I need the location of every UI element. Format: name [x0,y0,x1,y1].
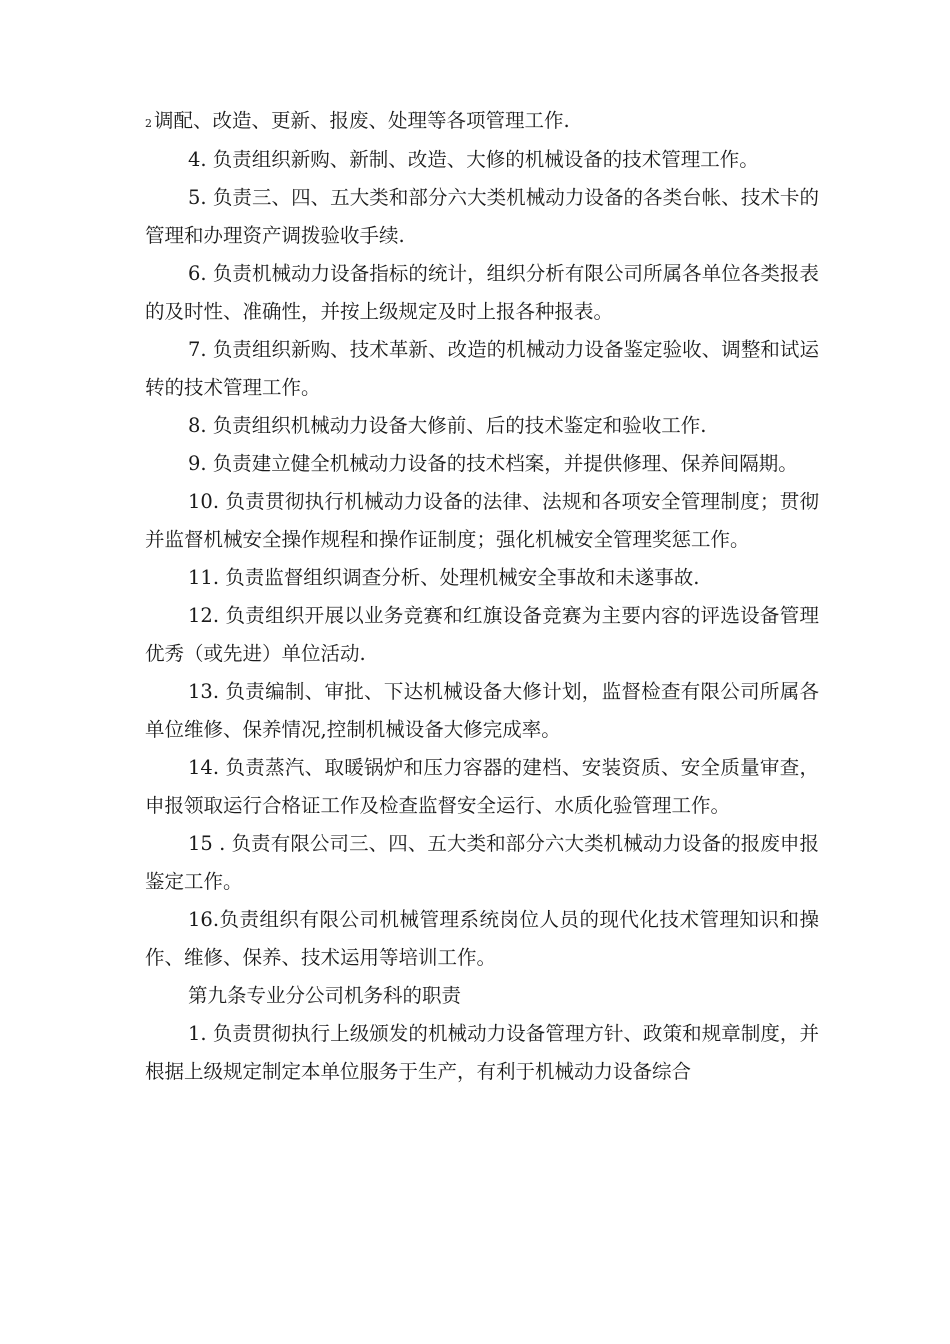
paragraph-item-12: 12. 负责组织开展以业务竞赛和红旗设备竞赛为主要内容的评选设备管理优秀（或先进）单位活动. [145,604,819,665]
section-heading-article-9: 第九条专业分公司机务科的职责 [188,984,462,1007]
paragraph-item-14: 14. 负责蒸汽、取暖锅炉和压力容器的建档、安装资质、安全质量审查，申报领取运行合格证工作及检查监督安全运行、水质化验管理工作。 [145,756,819,817]
continuation-text: 调配、改造、更新、报废、处理等各项管理工作. [154,109,570,132]
paragraph-item-13: 13. 负责编制、审批、下达机械设备大修计划，监督检查有限公司所属各单位维修、保养情况,控制机械设备大修完成率。 [145,680,819,741]
paragraph-item-8: 8. 负责组织机械动力设备大修前、后的技术鉴定和验收工作. [188,414,707,437]
paragraph-item-9: 9. 负责建立健全机械动力设备的技术档案，并提供修理、保养间隔期。 [188,452,798,475]
paragraph-item-5: 5. 负责三、四、五大类和部分六大类机械动力设备的各类台帐、技术卡的管理和办理资产调拨验收手续. [145,186,819,247]
paragraph-item-16: 16.负责组织有限公司机械管理系统岗位人员的现代化技术管理知识和操作、维修、保养、技术运用等培训工作。 [145,908,819,969]
paragraph-item-10: 10. 负责贯彻执行机械动力设备的法律、法规和各项安全管理制度；贯彻并监督机械安全操作规程和操作证制度；强化机械安全管理奖惩工作。 [145,490,819,551]
paragraph-item-15: 15 . 负责有限公司三、四、五大类和部分六大类机械动力设备的报废申报鉴定工作。 [145,832,819,893]
paragraph-item-4: 4. 负责组织新购、新制、改造、大修的机械设备的技术管理工作。 [188,148,759,171]
continuation-line [145,104,819,141]
paragraph-item-11: 11. 负责监督组织调查分析、处理机械安全事故和未遂事故. [188,566,700,589]
line-prefix-number: 2 [145,117,152,130]
paragraph-article-9-item-1: 1. 负责贯彻执行上级颁发的机械动力设备管理方针、政策和规章制度，并根据上级规定制定本单位服务于生产，有利于机械动力设备综合 [145,1022,819,1083]
paragraph-item-7: 7. 负责组织新购、技术革新、改造的机械动力设备鉴定验收、调整和试运转的技术管理工作。 [145,338,819,399]
document-body [145,104,819,1091]
paragraph-item-6: 6. 负责机械动力设备指标的统计，组织分析有限公司所属各单位各类报表的及时性、准确性，并按上级规定及时上报各种报表。 [145,262,819,323]
